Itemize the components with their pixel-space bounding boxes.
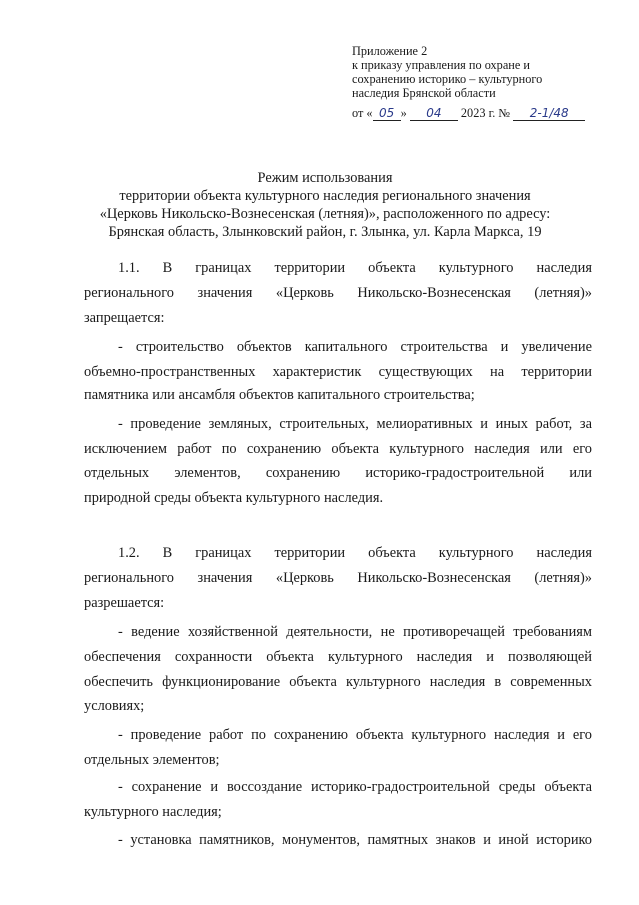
document-title-line: «Церковь Никольско-Вознесенская (летняя)», расположенного по адресу: (99, 206, 551, 222)
order-reference-line: сохранению историко – культурного (352, 72, 543, 86)
order-reference-line: к приказу управления по охране и (352, 58, 530, 72)
document-title-line: Брянская область, Злынковский район, г. Злынка, ул. Карла Маркса, 19 (108, 224, 542, 240)
section-1-2-heading: 1.2. В границах территории объекта культурного наследия (118, 545, 592, 561)
date-month (410, 107, 458, 121)
order-date-line (352, 106, 612, 121)
order-reference-line: наследия Брянской области (352, 86, 496, 100)
order-number (513, 107, 585, 121)
list-item-line: - установка памятников, монументов, памятных знаков и иной историко (118, 832, 592, 848)
paragraph-line: запрещается: (84, 310, 165, 326)
paragraph-line: разрешается: (84, 595, 165, 611)
list-item-line: - проведение земляных, строительных, мелиоративных и иных работ, за (118, 416, 592, 432)
order-number-handwritten: 2-1/48 (529, 106, 569, 120)
date-day-handwritten: 05 (378, 106, 395, 120)
date-year-number-label: 2023 г. № (460, 106, 511, 120)
list-item-line: объемно-пространственных характеристик существующих на территории (84, 364, 592, 380)
list-item-line: - строительство объектов капитального строительства и увеличение (118, 339, 592, 355)
appendix-title: Приложение 2 (352, 44, 428, 58)
paragraph-line: регионального значения «Церковь Никольско-Вознесенская (летняя)» (84, 285, 592, 301)
list-item-line: природной среды объекта культурного наследия. (84, 490, 384, 506)
list-item-line: - сохранение и воссоздание историко-градостроительной среды объекта (118, 779, 592, 795)
list-item-line: обеспечения сохранности объекта культурного наследия и позволяющей (84, 649, 592, 665)
date-day (373, 107, 401, 121)
list-item-line: - ведение хозяйственной деятельности, не противоречащей требованиям (118, 624, 592, 640)
list-item-line: отдельных элементов; (84, 752, 220, 768)
date-quote: » (400, 106, 407, 120)
list-item-line: обеспечить функционирование объекта культурного наследия в современных (84, 674, 592, 690)
appendix-header (352, 44, 580, 100)
list-item-line: памятника или ансамбля объектов капитального строительства; (84, 387, 475, 403)
document-title: Режим использования (257, 170, 393, 186)
list-item-line: исключением работ по сохранению объекта культурного наследия или его (84, 441, 592, 457)
date-prefix: от « (352, 106, 373, 120)
section-1-1-heading: 1.1. В границах территории объекта культурного наследия (118, 260, 592, 276)
list-item-line: отдельных элементов, сохранению историко-градостроительной или (84, 465, 592, 481)
list-item-line: условиях; (84, 698, 145, 714)
paragraph-line: регионального значения «Церковь Никольско-Вознесенская (летняя)» (84, 570, 592, 586)
list-item-line: культурного наследия; (84, 804, 222, 820)
date-month-handwritten: 04 (426, 106, 442, 120)
list-item-line: - проведение работ по сохранению объекта культурного наследия и его (118, 727, 592, 743)
document-title-line: территории объекта культурного наследия регионального значения (119, 188, 531, 204)
